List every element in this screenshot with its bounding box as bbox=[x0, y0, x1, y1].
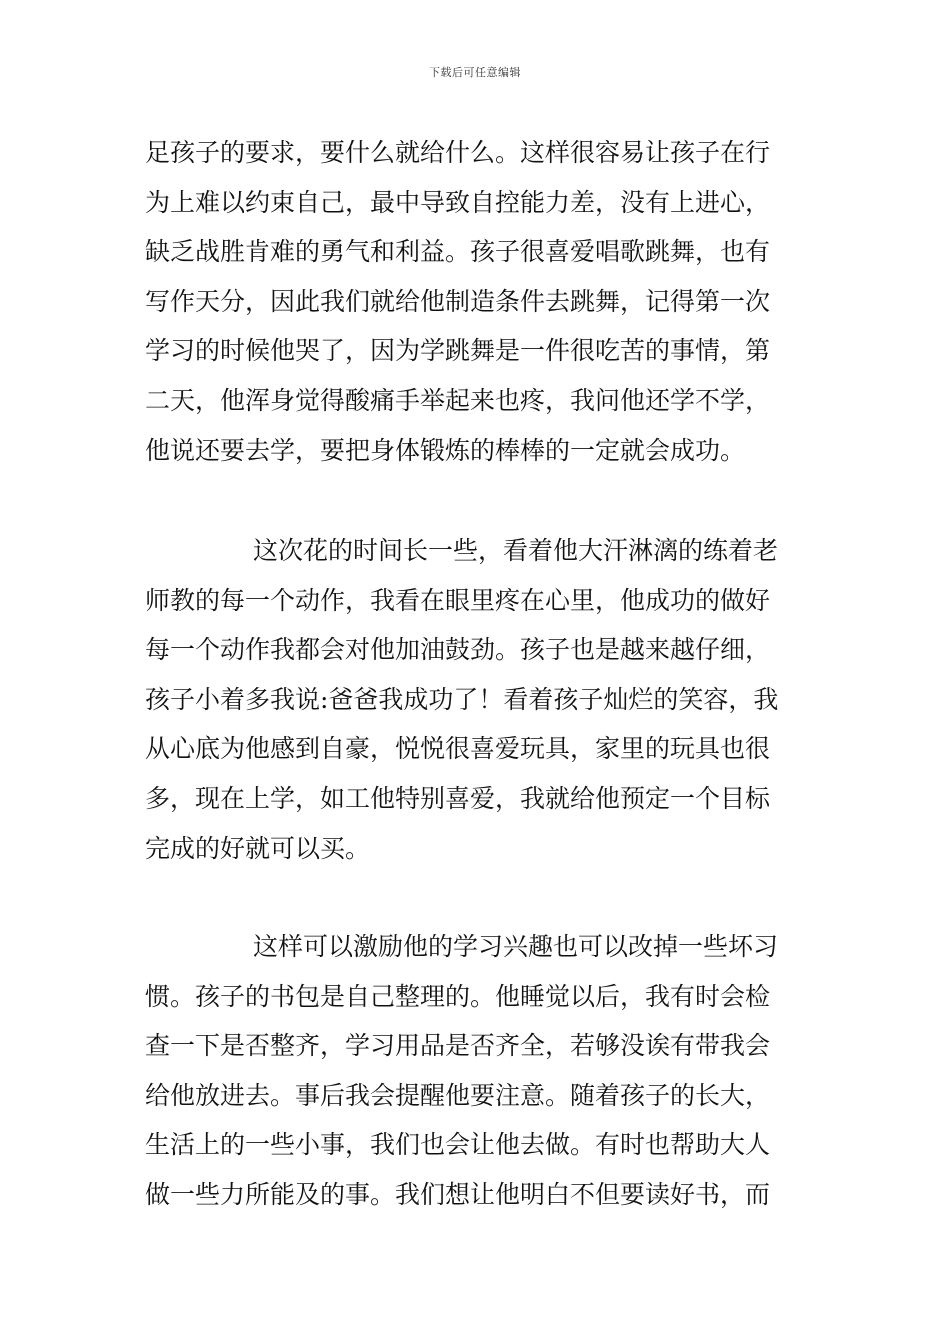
text-line: 每一个动作我都会对他加油鼓劲。孩子也是越来越仔细， bbox=[145, 635, 771, 665]
text-line: 这次花的时间长一些，看着他大汗淋漓的练着老 bbox=[253, 536, 779, 565]
text-line: 写作天分，因此我们就给他制造条件去跳舞，记得第一次 bbox=[145, 286, 771, 316]
text-line: 这样可以激励他的学习兴趣也可以改掉一些坏习 bbox=[253, 932, 779, 961]
paragraph-3 bbox=[145, 922, 807, 1220]
text-line: 缺乏战胜肯难的勇气和利益。孩子很喜爱唱歌跳舞，也有 bbox=[145, 237, 771, 267]
paragraph-1 bbox=[145, 128, 807, 475]
text-line: 二天，他浑身觉得酸痛手举起来也疼，我问他还学不学， bbox=[145, 385, 771, 415]
text-line: 他说还要去学，要把身体锻炼的棒棒的一定就会成功。 bbox=[145, 435, 746, 465]
text-line: 查一下是否整齐，学习用品是否齐全，若够没诶有带我会 bbox=[145, 1031, 771, 1061]
text-line: 孩子小着多我说:爸爸我成功了！看着孩子灿烂的笑容，我 bbox=[145, 684, 779, 714]
text-line: 做一些力所能及的事。我们想让他明白不但要读好书，而 bbox=[145, 1179, 771, 1209]
text-line: 足孩子的要求，要什么就给什么。这样很容易让孩子在行 bbox=[145, 138, 771, 167]
text-line: 学习的时候他哭了，因为学跳舞是一件很吃苦的事情，第 bbox=[145, 336, 771, 366]
text-line: 师教的每一个动作，我看在眼里疼在心里，他成功的做好 bbox=[145, 585, 771, 615]
text-line: 为上难以约束自己，最中导致自控能力差，没有上进心， bbox=[145, 187, 771, 217]
text-line: 完成的好就可以买。 bbox=[145, 833, 371, 863]
text-line: 生活上的一些小事，我们也会让他去做。有时也帮助大人 bbox=[145, 1130, 771, 1160]
paragraph-2 bbox=[145, 526, 807, 873]
text-line: 给他放进去。事后我会提醒他要注意。随着孩子的长大， bbox=[145, 1080, 771, 1110]
page-header-note: 下载后可任意编辑 bbox=[429, 66, 521, 79]
text-line: 从心底为他感到自豪，悦悦很喜爱玩具，家里的玩具也很 bbox=[145, 734, 771, 764]
text-line: 多，现在上学，如工他特别喜爱，我就给他预定一个目标 bbox=[145, 783, 771, 813]
text-line: 惯。孩子的书包是自己整理的。他睡觉以后，我有时会检 bbox=[145, 981, 771, 1011]
